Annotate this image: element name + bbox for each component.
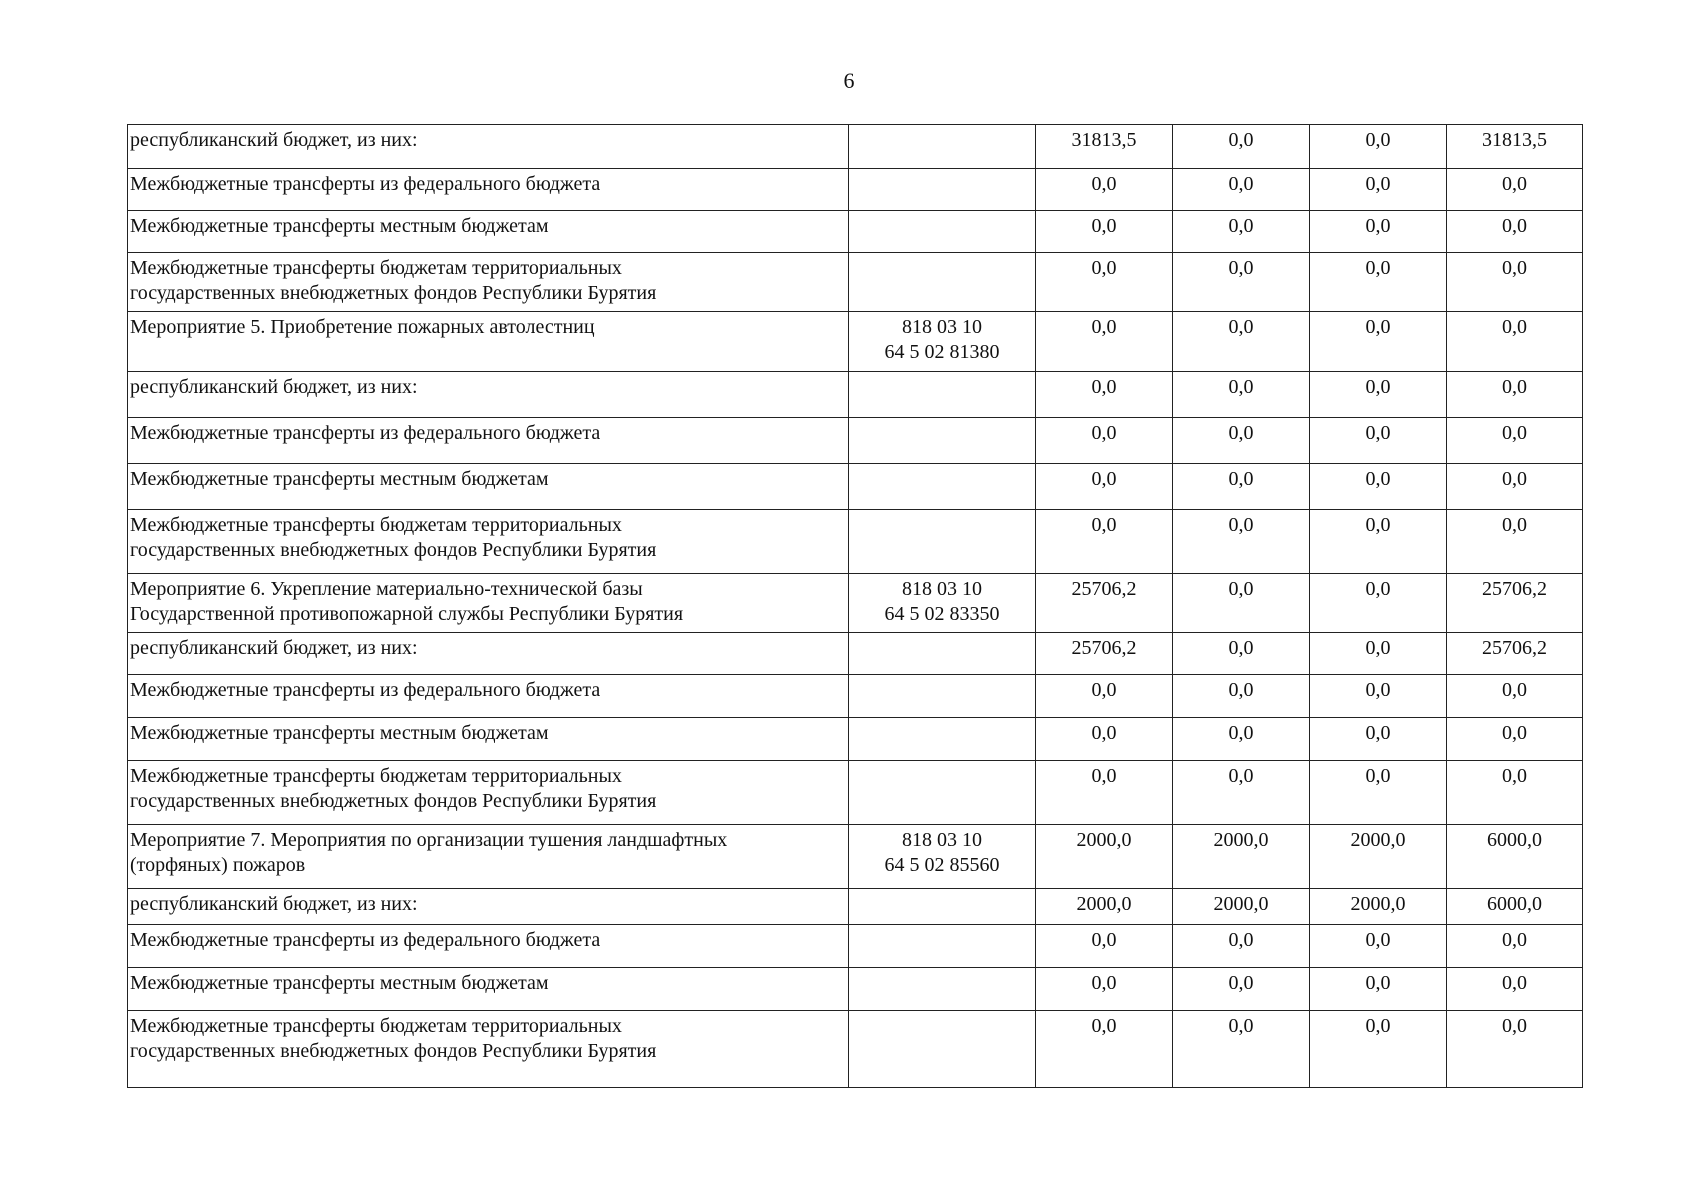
row-value-3: 0,0: [1310, 925, 1447, 968]
budget-table-body: [128, 125, 1583, 1088]
table-row: [128, 718, 1583, 761]
row-value-total: 0,0: [1447, 312, 1583, 372]
row-value-3: 0,0: [1310, 633, 1447, 675]
table-row: [128, 925, 1583, 968]
row-value-1: 2000,0: [1036, 889, 1173, 925]
table-row: [128, 211, 1583, 253]
row-value-2: 0,0: [1173, 761, 1310, 825]
row-code: [849, 510, 1036, 574]
row-code: [849, 675, 1036, 718]
row-value-2: 0,0: [1173, 718, 1310, 761]
row-value-total: 6000,0: [1447, 825, 1583, 889]
row-value-total: 25706,2: [1447, 633, 1583, 675]
row-name: Межбюджетные трансферты бюджетам территориальных государственных внебюджетных фондов Республики Бурятия: [128, 253, 849, 312]
row-value-2: 0,0: [1173, 510, 1310, 574]
row-value-1: 0,0: [1036, 372, 1173, 418]
row-value-2: 0,0: [1173, 574, 1310, 633]
row-value-total: 0,0: [1447, 675, 1583, 718]
table-row: [128, 1011, 1583, 1088]
row-value-1: 0,0: [1036, 761, 1173, 825]
row-code: [849, 633, 1036, 675]
row-value-1: 0,0: [1036, 418, 1173, 464]
table-row: [128, 825, 1583, 889]
row-value-total: 25706,2: [1447, 574, 1583, 633]
row-name: Межбюджетные трансферты из федерального бюджета: [128, 169, 849, 211]
row-value-total: 0,0: [1447, 211, 1583, 253]
row-name: Межбюджетные трансферты из федерального бюджета: [128, 418, 849, 464]
row-name: Межбюджетные трансферты бюджетам территориальных государственных внебюджетных фондов Республики Бурятия: [128, 510, 849, 574]
row-value-1: 0,0: [1036, 1011, 1173, 1088]
row-value-total: 0,0: [1447, 718, 1583, 761]
table-row: [128, 510, 1583, 574]
row-name: Мероприятие 7. Мероприятия по организации тушения ландшафтных (торфяных) пожаров: [128, 825, 849, 889]
row-value-2: 0,0: [1173, 169, 1310, 211]
row-value-1: 0,0: [1036, 968, 1173, 1011]
row-value-1: 0,0: [1036, 169, 1173, 211]
row-value-1: 0,0: [1036, 312, 1173, 372]
table-row: [128, 169, 1583, 211]
row-value-total: 0,0: [1447, 418, 1583, 464]
row-value-2: 2000,0: [1173, 825, 1310, 889]
row-value-2: 0,0: [1173, 253, 1310, 312]
row-code: 818 03 10 64 5 02 85560: [849, 825, 1036, 889]
table-row: [128, 464, 1583, 510]
row-code: [849, 418, 1036, 464]
table-row: [128, 633, 1583, 675]
row-value-2: 0,0: [1173, 464, 1310, 510]
row-value-3: 2000,0: [1310, 825, 1447, 889]
budget-table: [127, 124, 1583, 1088]
row-value-total: 6000,0: [1447, 889, 1583, 925]
row-value-1: 25706,2: [1036, 633, 1173, 675]
row-value-1: 0,0: [1036, 510, 1173, 574]
row-value-3: 0,0: [1310, 418, 1447, 464]
row-value-3: 2000,0: [1310, 889, 1447, 925]
table-row: [128, 125, 1583, 169]
row-name: республиканский бюджет, из них:: [128, 372, 849, 418]
row-code: [849, 889, 1036, 925]
row-value-3: 0,0: [1310, 169, 1447, 211]
row-value-total: 0,0: [1447, 464, 1583, 510]
row-code: [849, 1011, 1036, 1088]
row-value-2: 0,0: [1173, 125, 1310, 169]
row-value-2: 0,0: [1173, 312, 1310, 372]
row-value-3: 0,0: [1310, 312, 1447, 372]
row-name: Мероприятие 5. Приобретение пожарных автолестниц: [128, 312, 849, 372]
row-name: Межбюджетные трансферты местным бюджетам: [128, 968, 849, 1011]
row-code: [849, 125, 1036, 169]
table-row: [128, 372, 1583, 418]
row-code: [849, 169, 1036, 211]
row-name: республиканский бюджет, из них:: [128, 889, 849, 925]
row-value-total: 0,0: [1447, 968, 1583, 1011]
row-value-total: 0,0: [1447, 1011, 1583, 1088]
row-code: [849, 211, 1036, 253]
row-value-3: 0,0: [1310, 968, 1447, 1011]
row-value-1: 0,0: [1036, 675, 1173, 718]
table-row: [128, 675, 1583, 718]
table-row: [128, 574, 1583, 633]
table-row: [128, 312, 1583, 372]
row-code: [849, 464, 1036, 510]
row-value-3: 0,0: [1310, 372, 1447, 418]
row-value-total: 0,0: [1447, 510, 1583, 574]
row-code: [849, 925, 1036, 968]
row-value-1: 31813,5: [1036, 125, 1173, 169]
row-value-2: 0,0: [1173, 372, 1310, 418]
row-value-3: 0,0: [1310, 574, 1447, 633]
row-name: Межбюджетные трансферты из федерального бюджета: [128, 675, 849, 718]
table-row: [128, 253, 1583, 312]
row-code: [849, 372, 1036, 418]
row-value-2: 0,0: [1173, 211, 1310, 253]
row-value-3: 0,0: [1310, 510, 1447, 574]
row-value-3: 0,0: [1310, 1011, 1447, 1088]
row-value-2: 0,0: [1173, 1011, 1310, 1088]
row-value-2: 0,0: [1173, 925, 1310, 968]
row-code: [849, 968, 1036, 1011]
row-value-1: 0,0: [1036, 253, 1173, 312]
row-name: Межбюджетные трансферты местным бюджетам: [128, 464, 849, 510]
row-code: [849, 253, 1036, 312]
row-value-1: 2000,0: [1036, 825, 1173, 889]
row-value-total: 0,0: [1447, 253, 1583, 312]
row-name: Межбюджетные трансферты из федерального бюджета: [128, 925, 849, 968]
row-value-3: 0,0: [1310, 253, 1447, 312]
row-code: 818 03 10 64 5 02 83350: [849, 574, 1036, 633]
row-value-3: 0,0: [1310, 211, 1447, 253]
row-value-2: 0,0: [1173, 968, 1310, 1011]
row-value-total: 0,0: [1447, 761, 1583, 825]
row-value-3: 0,0: [1310, 761, 1447, 825]
row-name: республиканский бюджет, из них:: [128, 125, 849, 169]
row-value-3: 0,0: [1310, 675, 1447, 718]
row-name: Межбюджетные трансферты местным бюджетам: [128, 718, 849, 761]
row-value-3: 0,0: [1310, 718, 1447, 761]
row-name: Межбюджетные трансферты бюджетам территориальных государственных внебюджетных фондов Республики Бурятия: [128, 1011, 849, 1088]
row-code: [849, 761, 1036, 825]
row-value-3: 0,0: [1310, 464, 1447, 510]
row-name: республиканский бюджет, из них:: [128, 633, 849, 675]
row-value-3: 0,0: [1310, 125, 1447, 169]
row-value-1: 0,0: [1036, 464, 1173, 510]
row-value-total: 0,0: [1447, 925, 1583, 968]
table-row: [128, 968, 1583, 1011]
row-value-2: 2000,0: [1173, 889, 1310, 925]
row-value-total: 0,0: [1447, 372, 1583, 418]
table-row: [128, 889, 1583, 925]
table-row: [128, 761, 1583, 825]
row-value-total: 0,0: [1447, 169, 1583, 211]
row-value-2: 0,0: [1173, 418, 1310, 464]
row-code: [849, 718, 1036, 761]
row-value-2: 0,0: [1173, 675, 1310, 718]
table-row: [128, 418, 1583, 464]
row-value-1: 0,0: [1036, 925, 1173, 968]
row-value-2: 0,0: [1173, 633, 1310, 675]
row-value-1: 25706,2: [1036, 574, 1173, 633]
row-name: Межбюджетные трансферты бюджетам территориальных государственных внебюджетных фондов Республики Бурятия: [128, 761, 849, 825]
row-name: Мероприятие 6. Укрепление материально-технической базы Государственной противопожарной службы Республики Бурятия: [128, 574, 849, 633]
row-value-total: 31813,5: [1447, 125, 1583, 169]
row-value-1: 0,0: [1036, 211, 1173, 253]
row-code: 818 03 10 64 5 02 81380: [849, 312, 1036, 372]
row-value-1: 0,0: [1036, 718, 1173, 761]
row-name: Межбюджетные трансферты местным бюджетам: [128, 211, 849, 253]
page-number: 6: [843, 68, 855, 93]
